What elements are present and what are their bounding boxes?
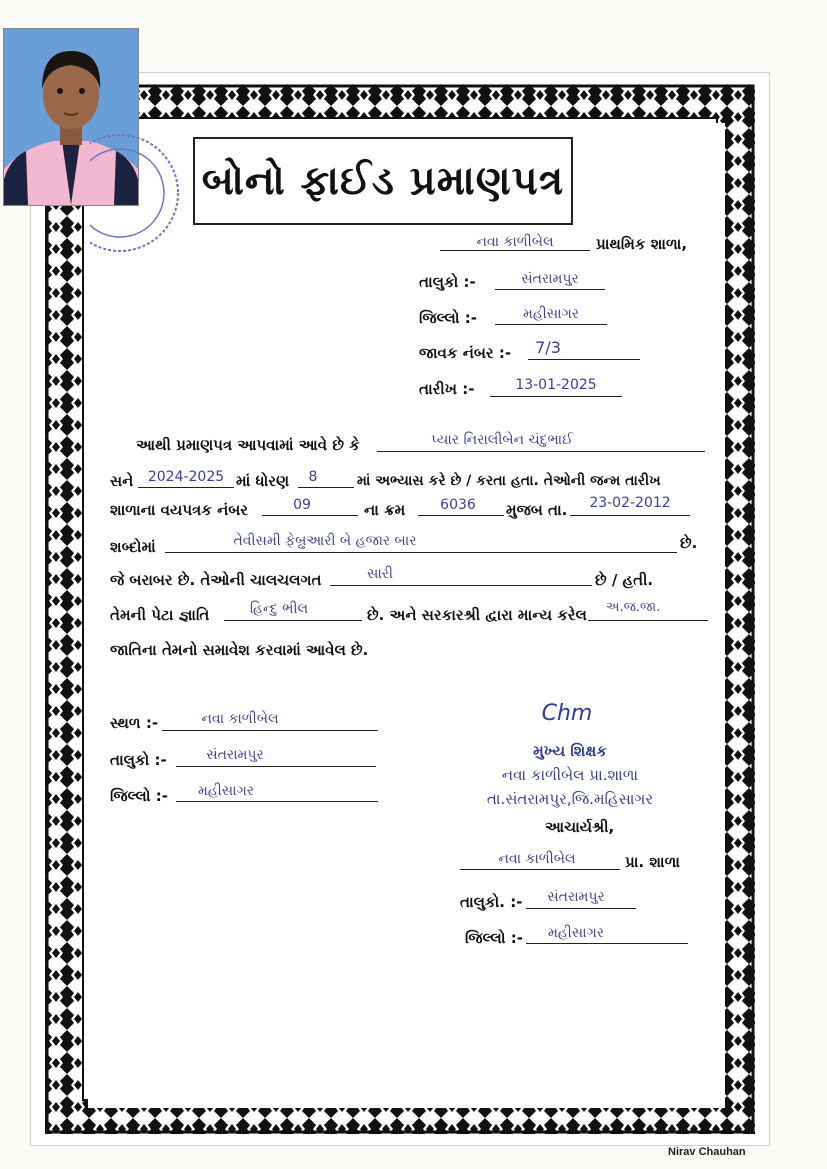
- school-name-value: નવા કાળીબેલ: [476, 234, 554, 250]
- headmaster-signature: Chm: [541, 701, 593, 726]
- date-value: 13-01-2025: [515, 377, 597, 393]
- certificate-title: બોનો ફાઈડ પ્રમાણપત્ર: [201, 158, 565, 204]
- district-label: જિલ્લો :-: [419, 309, 477, 327]
- underline: [162, 730, 378, 731]
- underline: [418, 515, 504, 516]
- caste-label: તેમની પેટા જ્ઞાતિ: [110, 606, 210, 624]
- right-school-suffix: પ્રા. શાળા: [625, 853, 680, 871]
- right-taluka-label: તાલુકો. :-: [460, 893, 523, 911]
- category-value: અ.જ.જા.: [605, 600, 661, 615]
- underline: [262, 515, 358, 516]
- underline: [588, 620, 708, 621]
- caste-value: હિન્દુ ભીલ: [249, 601, 309, 617]
- register-label: શાળાના વયપત્રક નંબર: [110, 501, 249, 519]
- underline: [526, 943, 688, 944]
- district-value: મહીસાગર: [522, 306, 580, 322]
- underline: [526, 908, 636, 909]
- stamp-line-1: મુખ્ય શિક્ષક: [533, 742, 607, 760]
- principal-label: આચાર્યશ્રી,: [545, 818, 615, 836]
- student-name-value: પ્યાર નિરાલીબેન ચંદુભાઈ: [431, 432, 573, 448]
- standard-label: માં ધોરણ: [236, 472, 290, 490]
- stamp-line-2: નવા કાળીબેલ પ્રા.શાળા: [501, 766, 639, 784]
- year-value: 2024-2025: [147, 469, 225, 485]
- underline: [495, 324, 607, 325]
- year-prefix: સને: [110, 472, 134, 490]
- underline: [528, 359, 640, 360]
- underline: [490, 396, 622, 397]
- conduct-label: જે બરાબર છે. તેઓની ચાલચલગત: [110, 571, 322, 589]
- underline: [330, 585, 592, 586]
- conduct-end: છે / હતી.: [595, 571, 654, 589]
- left-district-value: મહીસાગર: [197, 783, 255, 799]
- right-district-label: જિલ્લો :-: [465, 929, 523, 947]
- standard-value: 8: [308, 469, 318, 485]
- right-school-value: નવા કાળીબેલ: [498, 851, 576, 867]
- left-taluka-label: તાલુકો :-: [110, 751, 167, 769]
- right-district-value: મહીસાગર: [547, 925, 605, 941]
- serial-value: 6036: [440, 497, 476, 513]
- school-stamp-icon: [90, 128, 182, 258]
- left-district-label: જિલ્લો :-: [110, 787, 168, 805]
- place-label: સ્થળ :-: [110, 714, 159, 732]
- outward-number-label: જાવક નંબર :-: [419, 344, 512, 362]
- underline: [138, 487, 234, 488]
- taluka-label: તાલુકો :-: [419, 273, 476, 291]
- footer-credit: Nirav Chauhan: [668, 1146, 746, 1158]
- conduct-value: સારી: [366, 566, 393, 582]
- dob-in-words: તેવીસમી ફેબ્રુઆરી બે હજાર બાર: [233, 533, 417, 549]
- underline: [176, 766, 376, 767]
- underline: [377, 451, 705, 452]
- underline: [176, 801, 378, 802]
- serial-label: ના ક્રમ: [364, 501, 406, 519]
- taluka-value: સંતરામપુર: [521, 271, 579, 287]
- place-value: નવા કાળીબેલ: [201, 711, 279, 727]
- underline: [440, 250, 590, 251]
- certify-label: આથી પ્રમાણપત્ર આપવામાં આવે છે કે: [136, 436, 360, 454]
- right-taluka-value: સંતરામપુર: [547, 889, 605, 905]
- words-label: શબ્દોમાં: [110, 538, 156, 556]
- underline: [495, 289, 605, 290]
- dob-value: 23-02-2012: [589, 495, 671, 511]
- government-text: છે. અને સરકારશ્રી દ્વારા માન્ય કરેલ: [367, 606, 587, 624]
- words-end: છે.: [680, 534, 698, 552]
- underline: [460, 869, 620, 870]
- study-text: માં અભ્યાસ કરે છે / કરતા હતા. તેઓની જન્મ તારીખ: [357, 473, 661, 489]
- date-label: તારીખ :-: [419, 380, 475, 398]
- register-value: 09: [293, 497, 311, 513]
- dob-label: મુજબ તા.: [506, 501, 568, 519]
- certificate-title-box: [193, 137, 573, 225]
- underline: [570, 515, 690, 516]
- stamp-line-3: તા.સંતરામપુર,જિ.મહિસાગર: [486, 790, 654, 808]
- underline: [298, 487, 354, 488]
- school-suffix: પ્રાથમિક શાળા,: [596, 235, 688, 253]
- left-taluka-value: સંતરામપુર: [206, 747, 264, 763]
- underline: [224, 620, 362, 621]
- outward-number-value: 7/3: [535, 338, 561, 357]
- final-text: જાતિના તેમનો સમાવેશ કરવામાં આવેલ છે.: [110, 641, 369, 659]
- underline: [165, 552, 677, 553]
